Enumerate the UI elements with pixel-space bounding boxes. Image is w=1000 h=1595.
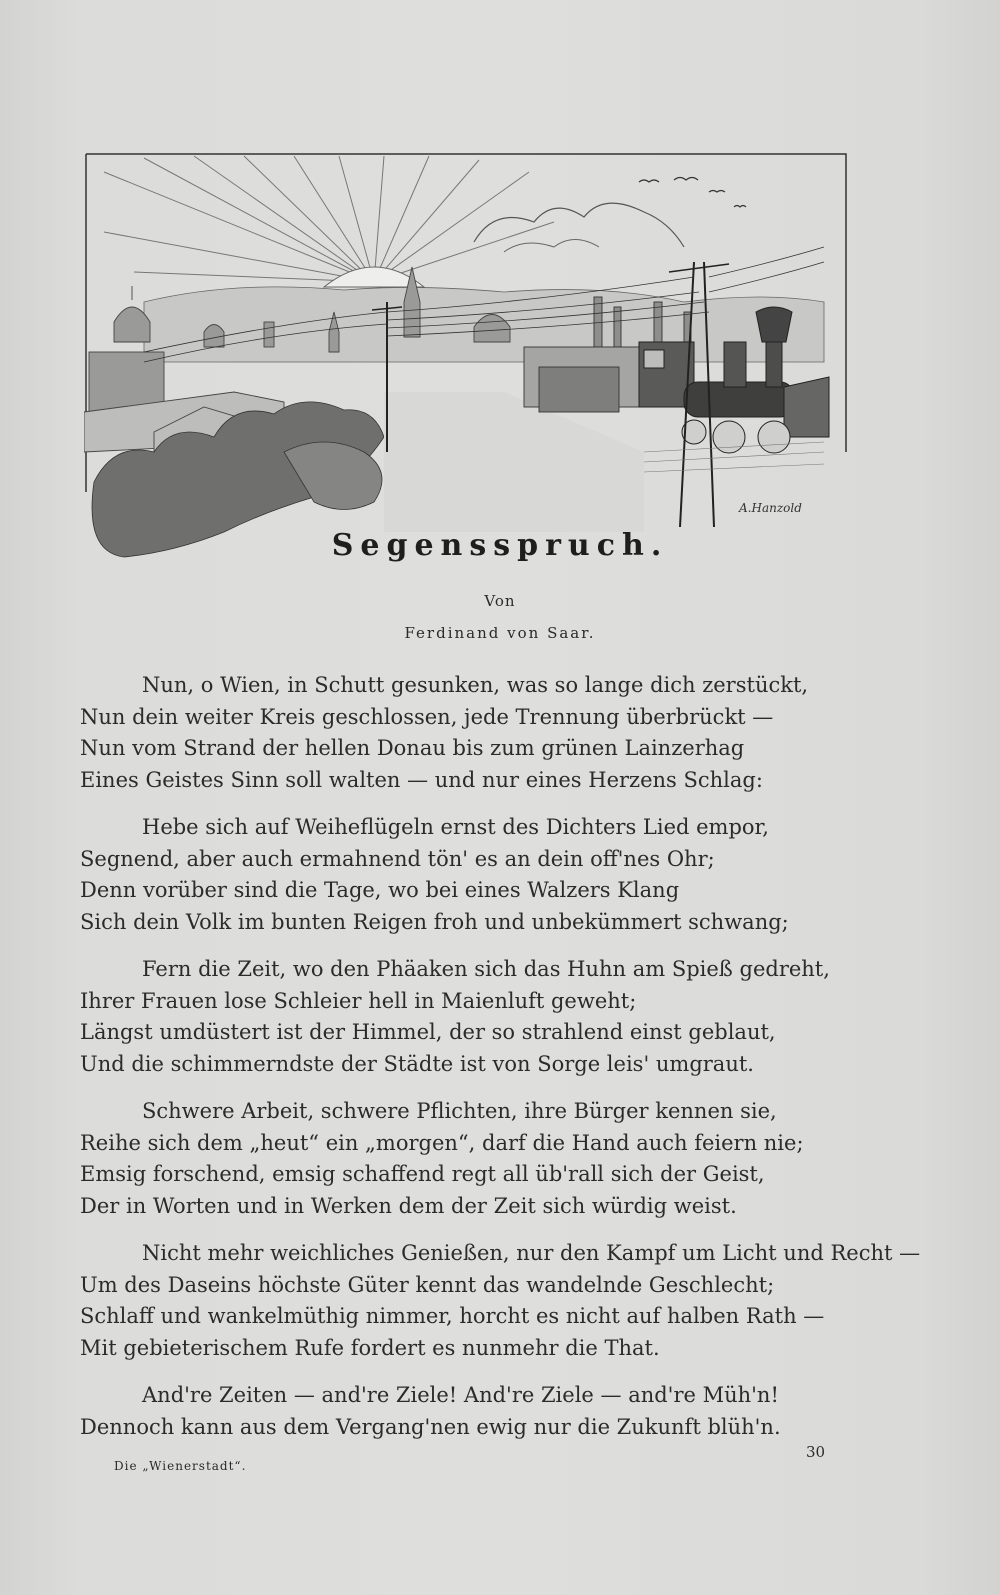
poem-line: Längst umdüstert ist der Himmel, der so strahlend einst geblaut, [80,1020,776,1044]
poem-line: Nun vom Strand der hellen Donau bis zum grünen Lainzerhag [80,736,745,760]
poem-line: Schwere Arbeit, schwere Pflichten, ihre Bürger kennen sie, [142,1099,777,1123]
poem-line: Nun, o Wien, in Schutt gesunken, was so lange dich zerstückt, [142,673,809,697]
poem-line: Hebe sich auf Weiheflügeln ernst des Dichters Lied empor, [142,815,769,839]
publication-footer: Die „Wienerstadt“. [114,1459,247,1473]
poem-line: Reihe sich dem „heut“ ein „morgen“, darf die Hand auch feiern nie; [80,1130,804,1155]
stanza [80,812,880,938]
poem-line: Emsig forschend, emsig schaffend regt all üb'rall sich der Geist, [80,1162,765,1186]
byline-von: Von [484,592,516,610]
poem-line: Dennoch kann aus dem Vergang'nen ewig nur die Zukunft blüh'n. [80,1414,781,1439]
poem-line: Nun dein weiter Kreis geschlossen, jede Trennung überbrückt — [80,704,774,729]
poem-line: Mit gebieterischem Rufe fordert es nunmehr die That. [80,1335,660,1360]
header-illustration [84,152,864,592]
vienna-skyline-locomotive-illustration-icon [84,152,864,592]
poem-line: Sich dein Volk im bunten Reigen froh und unbekümmert schwang; [80,909,789,934]
stanza [80,954,880,1080]
poem-line: Segnend, aber auch ermahnend tön' es an dein off'nes Ohr; [80,846,715,871]
poem-line: Ihrer Frauen lose Schleier hell in Maienluft geweht; [80,988,637,1013]
illustration-signature: A.Hanzold [739,501,802,515]
poem-line: Um des Daseins höchste Güter kennt das wandelnde Geschlecht; [80,1272,775,1297]
poem-line: Schlaff und wankelmüthig nimmer, horcht es nicht auf halben Rath — [80,1304,825,1328]
poem-body [80,670,921,1459]
poem-line: Der in Worten und in Werken dem der Zeit sich würdig weist. [80,1193,737,1218]
poem-line: Nicht mehr weichliches Genießen, nur den Kampf um Licht und Recht — [142,1241,921,1265]
stanza [80,1238,921,1364]
stanza [80,1096,880,1222]
stanza [80,1380,880,1443]
page-number: 30 [806,1443,826,1461]
poem-line: Denn vorüber sind die Tage, wo bei eines Walzers Klang [80,878,680,902]
poem-line: Eines Geistes Sinn soll walten — und nur eines Herzens Schlag: [80,767,763,792]
poem-line: Und die schimmerndste der Städte ist von Sorge leis' umgraut. [80,1051,754,1076]
poem-line: Fern die Zeit, wo den Phäaken sich das Huhn am Spieß gedreht, [142,957,830,981]
stanza [80,670,880,796]
poem-title: Segensspruch. [331,528,669,563]
poem-line: And're Zeiten — and're Ziele! And're Ziele — and're Müh'n! [142,1383,779,1407]
author-name: Ferdinand von Saar. [404,624,596,642]
